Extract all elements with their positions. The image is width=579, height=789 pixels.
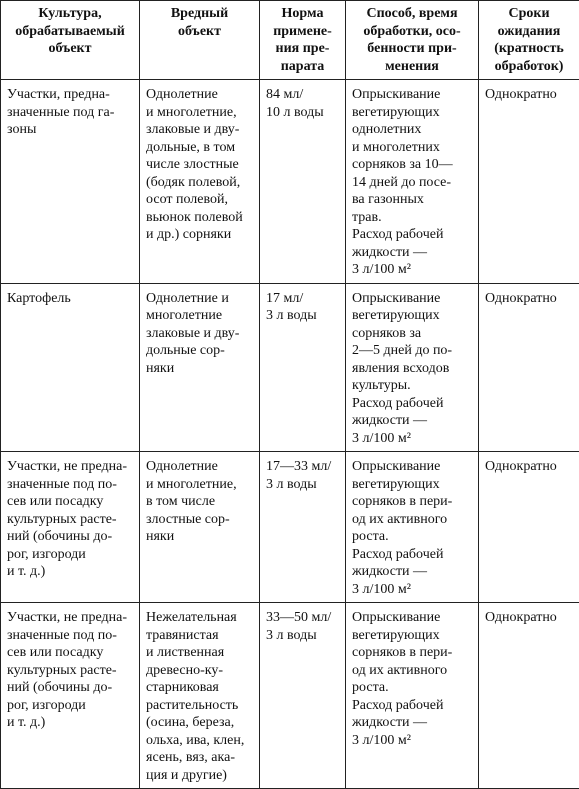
- cell-method: Опрыскивание вегетирующих однолетних и многолетних сорняков за 10— 14 дней до посе- ва газонных трав. Расход рабочей жидкости — 3 л/100 м²: [346, 80, 479, 284]
- cell-method: Опрыскивание вегетирующих сорняков в пери- од их активного роста. Расход рабочей жидкости — 3 л/100 м²: [346, 452, 479, 603]
- cell-pest: Нежелательная травянистая и лиственная древесно-ку- старниковая растительность (осина, береза, ольха, ива, клен, ясень, вяз, ака- ция и другие): [140, 603, 260, 789]
- table-row: [1, 283, 579, 452]
- header-method: Способ, время обработки, осо- бенности при- менения: [346, 1, 479, 80]
- cell-crop: Участки, не предна- значенные под по- сев или посадку культурных расте- ний (обочины до- рог, изгороди и т. д.): [1, 603, 140, 789]
- header-row: [1, 1, 579, 80]
- cell-wait: Однократно: [479, 603, 579, 789]
- cell-wait: Однократно: [479, 452, 579, 603]
- cell-crop: Картофель: [1, 283, 140, 452]
- cell-crop: Участки, предна- значенные под га- зоны: [1, 80, 140, 284]
- header-wait: Сроки ожидания (кратность обработок): [479, 1, 579, 80]
- cell-method: Опрыскивание вегетирующих сорняков в пери- од их активного роста. Расход рабочей жидкости — 3 л/100 м²: [346, 603, 479, 789]
- header-crop: Культура, обрабатываемый объект: [1, 1, 140, 80]
- cell-pest: Однолетние и многолетние, в том числе злостные сор- няки: [140, 452, 260, 603]
- cell-pest: Однолетние и многолетние злаковые и дву- дольные сор- няки: [140, 283, 260, 452]
- cell-method: Опрыскивание вегетирующих сорняков за 2—5 дней до по- явления всходов культуры. Расход рабочей жидкости — 3 л/100 м²: [346, 283, 479, 452]
- table-row: [1, 452, 579, 603]
- cell-crop: Участки, не предна- значенные под по- сев или посадку культурных расте- ний (обочины до- рог, изгороди и т. д.): [1, 452, 140, 603]
- cell-rate: 17 мл/ 3 л воды: [260, 283, 346, 452]
- table-row: [1, 603, 579, 789]
- cell-rate: 84 мл/ 10 л воды: [260, 80, 346, 284]
- cell-rate: 33—50 мл/ 3 л воды: [260, 603, 346, 789]
- cell-wait: Однократно: [479, 283, 579, 452]
- header-rate: Норма примене- ния пре- парата: [260, 1, 346, 80]
- cell-wait: Однократно: [479, 80, 579, 284]
- cell-pest: Однолетние и многолетние, злаковые и дву- дольные, в том числе злостные (бодяк полевой, осот полевой, вьюнок полевой и др.) сорняки: [140, 80, 260, 284]
- table-row: [1, 80, 579, 284]
- header-pest: Вредный объект: [140, 1, 260, 80]
- cell-rate: 17—33 мл/ 3 л воды: [260, 452, 346, 603]
